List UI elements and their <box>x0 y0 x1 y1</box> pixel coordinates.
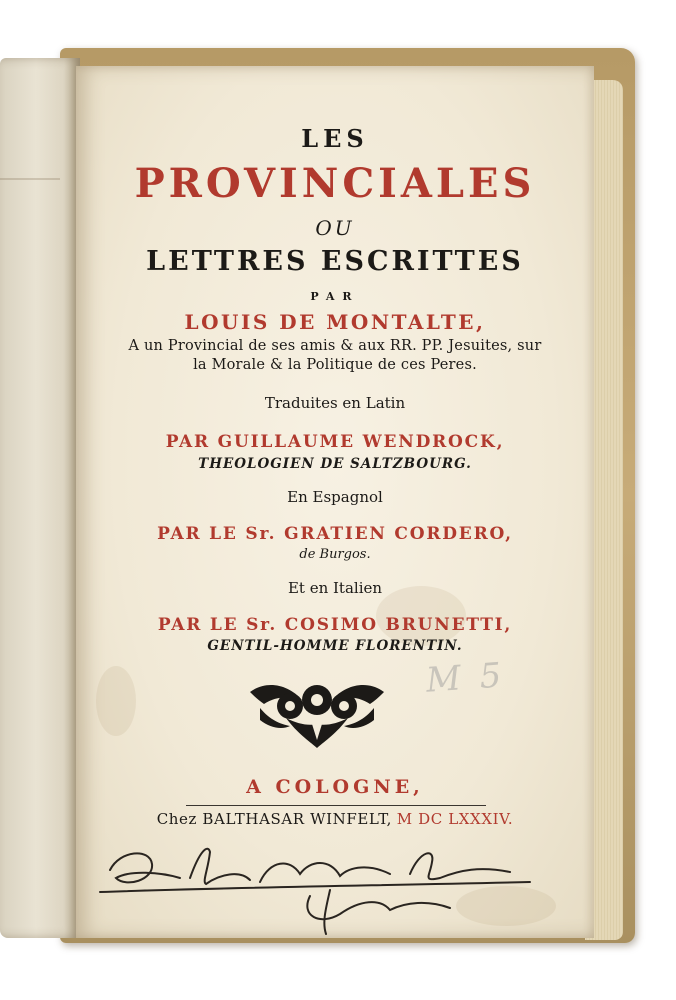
spanish-translator-place: de Burgos. <box>299 547 371 562</box>
endpaper-crease <box>0 178 60 180</box>
title-ou: OU <box>315 216 355 240</box>
foxing-stain <box>96 666 136 736</box>
italian-translator: PAR LE Sr. COSIMO BRUNETTI, <box>157 615 513 635</box>
latin-translator-title: THEOLOGIEN DE SALTZBOURG. <box>198 456 472 472</box>
imprint-date: M DC LXXXIV. <box>396 810 514 828</box>
left-endpaper <box>0 58 80 938</box>
by-label: PAR <box>310 290 360 303</box>
italian-translator-title: GENTIL-HOMME FLORENTIN. <box>207 638 463 654</box>
italian-note: Et en Italien <box>287 579 383 597</box>
title-lettres: LETTRES ESCRITTES <box>146 246 524 277</box>
imprint-rule <box>186 805 486 806</box>
imprint-publisher: Chez BALTHASAR WINFELT, <box>156 810 393 828</box>
spanish-translator: PAR LE Sr. GRATIEN CORDERO, <box>157 524 513 544</box>
title-page <box>76 66 594 938</box>
spanish-note: En Espagnol <box>287 488 383 506</box>
imprint-line <box>76 810 594 828</box>
title-les: LES <box>301 124 369 153</box>
handwritten-signature-icon <box>90 830 560 940</box>
imprint-city: A COLOGNE, <box>246 776 424 798</box>
floral-woodcut-ornament-icon <box>246 674 388 750</box>
pencil-shelfmark: M 5 <box>424 655 507 701</box>
recipient-line-2: la Morale & la Politique de ces Peres. <box>193 357 477 373</box>
latin-translator: PAR GUILLAUME WENDROCK, <box>165 432 505 452</box>
latin-note: Traduites en Latin <box>264 394 406 412</box>
title-provinciales: PROVINCIALES <box>134 160 536 207</box>
recipient-line-1: A un Provincial de ses amis & aux RR. PP. Jesuites, sur <box>128 338 542 354</box>
author-name: LOUIS DE MONTALTE, <box>184 310 486 334</box>
